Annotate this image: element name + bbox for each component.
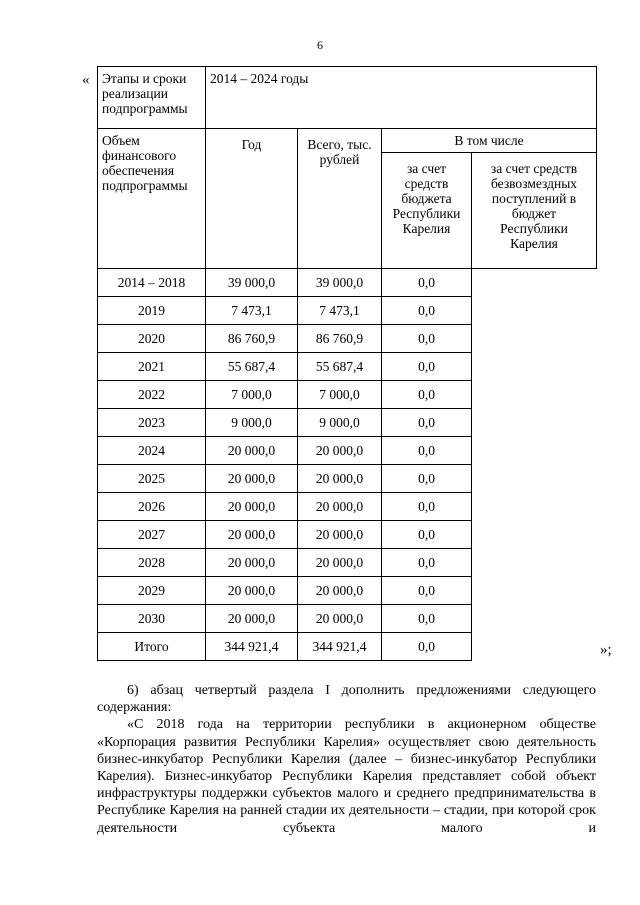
cell-year: 2030	[98, 605, 206, 633]
cell-year: 2022	[98, 381, 206, 409]
cell-total: 20 000,0	[206, 577, 298, 605]
cell-total: 20 000,0	[206, 549, 298, 577]
table-row	[98, 521, 597, 549]
cell-budget: 55 687,4	[298, 353, 382, 381]
cell-total: 55 687,4	[206, 353, 298, 381]
cell-budget: 20 000,0	[298, 549, 382, 577]
cell-total: 20 000,0	[206, 437, 298, 465]
table-row	[98, 549, 597, 577]
cell-total: 7 473,1	[206, 297, 298, 325]
cell-budget: 20 000,0	[298, 521, 382, 549]
funding-rows	[98, 269, 597, 661]
table-row	[98, 605, 597, 633]
stages-value: 2014 – 2024 годы	[206, 67, 597, 129]
cell-year: 2014 – 2018	[98, 269, 206, 297]
cell-total: 9 000,0	[206, 409, 298, 437]
cell-total: 20 000,0	[206, 465, 298, 493]
header-year: Год	[206, 129, 298, 269]
cell-free: 0,0	[382, 605, 472, 633]
table-row	[98, 409, 597, 437]
table-row	[98, 297, 597, 325]
cell-budget: 7 000,0	[298, 381, 382, 409]
header-total: Всего, тыс. рублей	[298, 129, 382, 269]
cell-year: 2020	[98, 325, 206, 353]
cell-total: 7 000,0	[206, 381, 298, 409]
cell-year: 2024	[98, 437, 206, 465]
cell-total: 344 921,4	[206, 633, 298, 661]
cell-total: 20 000,0	[206, 493, 298, 521]
paragraph-amendment: 6) абзац четвертый раздела I дополнить предложениями следующего содержания:	[97, 683, 596, 716]
funding-table	[97, 66, 597, 661]
cell-budget: 20 000,0	[298, 437, 382, 465]
cell-year: 2025	[98, 465, 206, 493]
cell-year: 2023	[98, 409, 206, 437]
table-row	[98, 577, 597, 605]
cell-year: 2029	[98, 577, 206, 605]
table-row	[98, 465, 597, 493]
header-free: за счет средств безвозмездных поступлений в бюджет Республики Карелия	[472, 153, 597, 269]
table-row	[98, 381, 597, 409]
cell-free: 0,0	[382, 633, 472, 661]
cell-budget: 39 000,0	[298, 269, 382, 297]
cell-year: 2028	[98, 549, 206, 577]
cell-year: 2027	[98, 521, 206, 549]
cell-free: 0,0	[382, 493, 472, 521]
cell-year: 2026	[98, 493, 206, 521]
stages-label: Этапы и сроки реализации подпрограммы	[98, 67, 206, 129]
cell-free: 0,0	[382, 353, 472, 381]
table-row	[98, 353, 597, 381]
table-row	[98, 325, 597, 353]
cell-free: 0,0	[382, 297, 472, 325]
cell-year: 2019	[98, 297, 206, 325]
header-including: В том числе	[382, 129, 597, 153]
paragraph-quote: «С 2018 года на территории республики в акционерном обществе «Корпорация развития Республики Карелия» осуществляет свою деятельность бизнес-инкубатор Республики Карелия (далее – бизнес-инкубатор Республики Карелия). Бизнес-инкубатор Республики Карелия представляет собой объект инфраструктуры поддержки субъектов малого и среднего предпринимательства в Республике Карелия на ранней стадии их деятельности – стадии, при которой срок деятельности субъекта малого и	[97, 717, 596, 836]
header-row-1	[98, 129, 597, 153]
cell-year: Итого	[98, 633, 206, 661]
cell-budget: 344 921,4	[298, 633, 382, 661]
page-number: 6	[317, 38, 323, 52]
cell-free: 0,0	[382, 409, 472, 437]
cell-free: 0,0	[382, 465, 472, 493]
body-text	[97, 682, 596, 837]
header-budget: за счет средств бюджета Республики Карелия	[382, 153, 472, 269]
cell-year: 2021	[98, 353, 206, 381]
cell-budget: 20 000,0	[298, 577, 382, 605]
closing-quote: »;	[600, 642, 612, 658]
cell-total: 20 000,0	[206, 521, 298, 549]
opening-quote: «	[82, 72, 90, 88]
cell-total: 86 760,9	[206, 325, 298, 353]
cell-free: 0,0	[382, 325, 472, 353]
cell-free: 0,0	[382, 269, 472, 297]
cell-budget: 20 000,0	[298, 493, 382, 521]
cell-free: 0,0	[382, 437, 472, 465]
stages-row	[98, 67, 597, 129]
cell-free: 0,0	[382, 577, 472, 605]
table-row	[98, 437, 597, 465]
cell-budget: 7 473,1	[298, 297, 382, 325]
table-row	[98, 493, 597, 521]
cell-budget: 20 000,0	[298, 605, 382, 633]
cell-free: 0,0	[382, 549, 472, 577]
cell-free: 0,0	[382, 521, 472, 549]
table-row	[98, 269, 597, 297]
cell-budget: 20 000,0	[298, 465, 382, 493]
table-row	[98, 633, 597, 661]
funding-label: Объем финансового обеспечения подпрограммы	[98, 129, 206, 269]
cell-free: 0,0	[382, 381, 472, 409]
cell-budget: 86 760,9	[298, 325, 382, 353]
cell-total: 20 000,0	[206, 605, 298, 633]
cell-total: 39 000,0	[206, 269, 298, 297]
cell-budget: 9 000,0	[298, 409, 382, 437]
